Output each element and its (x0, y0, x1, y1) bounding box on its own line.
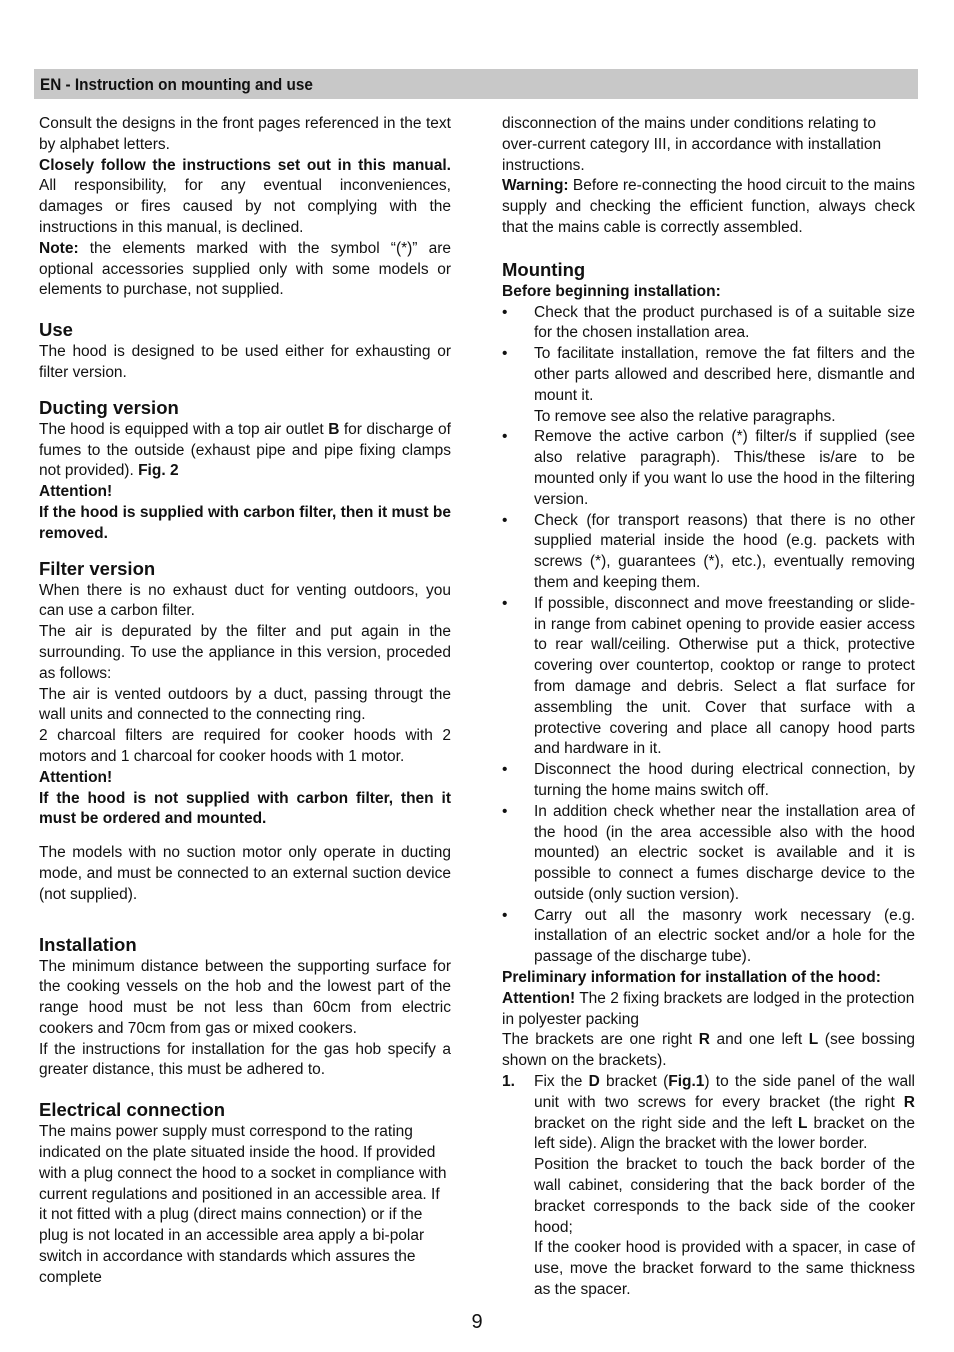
list-item: • Check that the product purchased is of a suitable size for the chosen installation area. (502, 303, 915, 345)
warning-label: Warning: (502, 177, 569, 195)
step-text: bracket on the right side and the left (534, 1114, 799, 1132)
intro-rest: All responsibility, for any eventual inconveniences, damages or fires caused by not complying with the instructions in this manual, is declined. (39, 177, 451, 236)
disconnection-paragraph: disconnection of the mains under conditions relating to over-current category III, in accordance with installation instructions. (502, 115, 882, 174)
warning-paragraph (502, 176, 915, 238)
list-item: • Disconnect the hood during electrical connection, by turning the home mains switch off. (502, 760, 915, 802)
bracket-d-label: D (588, 1073, 600, 1091)
bracket-r-label: R (903, 1093, 915, 1111)
ducting-text (39, 420, 451, 482)
ducting-heading: Ducting version (39, 396, 179, 418)
installation-paragraph: If the instructions for installation for the gas hob specify a greater distance, this must be adhered to. (39, 1040, 451, 1079)
brackets-text: (see bossing shown on the brackets). (502, 1031, 915, 1070)
list-item: • In addition check whether near the installation area of the hood (in the area accessible also with the hood mounted) an electric socket is available and it is possible to connect a fumes discharge device to the outside (only suction version). (502, 802, 915, 906)
note-paragraph (39, 239, 451, 301)
filter-paragraph: The air is vented outdoors by a duct, passing througt the wall units and connected to the connecting ring. (39, 685, 451, 724)
section-title: EN - Instruction on mounting and use (40, 75, 313, 94)
use-text: The hood is designed to be used either for exhausting or filter version. (39, 343, 451, 381)
intro-bold: Closely follow the instructions set out in this manual. (39, 156, 451, 174)
intro-paragraph: Consult the designs in the front pages referenced in the text by alphabet letters. (39, 115, 451, 153)
filter-paragraph: When there is no exhaust duct for venting outdoors, you can use a carbon filter. (39, 581, 451, 620)
outlet-b-label: B (328, 420, 340, 438)
fig-1-ref: Fig.1 (668, 1073, 705, 1091)
list-item: • Check (for transport reasons) that there is no other supplied material inside the hood (e.g. packets with screws (*), guarantees (*), etc.), eventually removing them and keeping them. (502, 511, 915, 594)
bracket-r-label: R (698, 1031, 710, 1049)
intro-instructions (39, 156, 451, 239)
attention-text: The 2 fixing brackets are lodged in the protection in polyester packing (502, 989, 915, 1028)
bracket-l-label: L (808, 1031, 819, 1049)
brackets-text: and one left (709, 1031, 809, 1049)
note-label: Note: (39, 239, 79, 257)
mounting-heading: Mounting (502, 258, 586, 280)
list-item-extra: To remove see also the relative paragraphs. (534, 407, 836, 425)
use-heading: Use (39, 319, 73, 341)
preliminary-attention (502, 989, 915, 1031)
step-number: 1. (502, 1073, 515, 1091)
brackets-text: The brackets are one right (502, 1031, 699, 1049)
page-number: 9 (471, 1311, 483, 1333)
step-1 (502, 1072, 915, 1301)
checklist (502, 303, 915, 969)
list-item (502, 344, 915, 427)
preliminary-heading: Preliminary information for installation of the hood: (502, 969, 881, 987)
ducting-attention: Attention! (39, 483, 113, 501)
step-text: Fix the (534, 1073, 589, 1091)
warning-text: Before re-connecting the hood circuit to the mains supply and checking the efficient function, always check that the mains cable is correctly assembled. (502, 177, 915, 236)
ducting-text-part: The hood is equipped with a top air outlet (39, 420, 329, 438)
list-item-text: To facilitate installation, remove the fat filters and the other parts allowed and described here, dismantle and mount it. (534, 345, 915, 404)
step-1-text (534, 1072, 915, 1155)
step-1-position: Position the bracket to touch the back border of the wall cabinet, considering that the back border of the bracket corresponds to the back side of the cooker hood; (534, 1156, 915, 1236)
step-text: bracket on the left side). Align the bracket with the lower border. (534, 1114, 915, 1153)
filter-heading: Filter version (39, 557, 156, 579)
fig-2-ref: Fig. 2 (138, 462, 179, 480)
attention-label: Attention! (502, 989, 576, 1007)
step-text: bracket ( (599, 1073, 669, 1091)
bracket-l-label: L (798, 1114, 808, 1132)
section-header-bar (34, 69, 918, 99)
electrical-heading: Electrical connection (39, 1099, 226, 1121)
ducting-warning: If the hood is supplied with carbon filter, then it must be removed. (39, 503, 451, 542)
step-text: ) to the side panel of the wall unit with two screws for every bracket (the right (534, 1073, 915, 1111)
list-item: • Carry out all the masonry work necessary (e.g. installation of an electric socket and/or a hole for the passage of the discharge tube). (502, 906, 915, 968)
filter-warning: If the hood is not supplied with carbon filter, then it must be ordered and mounted. (39, 789, 451, 828)
right-column (502, 114, 915, 1301)
left-column (39, 114, 451, 1289)
models-paragraph: The models with no suction motor only operate in ducting mode, and must be connected to an external suction device (not supplied). (39, 844, 451, 903)
list-item: • Remove the active carbon (*) filter/s if supplied (see also relative paragraph). This/these is/are to be mounted only if you want lo use the hood in the filtering version. (502, 427, 915, 510)
brackets-paragraph (502, 1030, 915, 1072)
step-1-spacer: If the cooker hood is provided with a spacer, in case of use, move the bracket forward to the same thickness as the spacer. (534, 1239, 915, 1299)
installation-heading: Installation (39, 933, 137, 955)
before-installation-heading: Before beginning installation: (502, 282, 721, 300)
list-item: • If possible, disconnect and move freestanding or slide-in range from cabinet opening to provide easier access to rear wall/ceiling. Otherwise put a thick, protective covering over countertop, cooktop or range to protect from damage and debris. Select a flat surface for assembling the unit. Cover that surface with a protective covering and place all canopy hood parts and hardware in it. (502, 594, 915, 760)
note-text: the elements marked with the symbol “(*)” are optional accessories supplied only with some models or elements to purchase, not supplied. (39, 239, 451, 299)
filter-attention: Attention! (39, 768, 113, 786)
electrical-paragraph: The mains power supply must correspond to the rating indicated on the plate situated inside the hood. If provided with a plug connect the hood to a socket in compliance with current regulations and positioned in an accessible area. If it not fitted with a plug (direct mains connection) or if the plug is not located in an accessible area apply a bi-polar switch in accordance with standards which assures the complete (39, 1123, 447, 1286)
filter-paragraph: The air is depurated by the filter and put again in the surrounding. To use the appliance in this version, proceded as follows: (39, 623, 451, 682)
installation-paragraph: The minimum distance between the supporting surface for the cooking vessels on the hob and the lowest part of the range hood must be not less than 60cm from electric cookers and 70cm from gas or mixed cookers. (39, 957, 451, 1037)
filter-paragraph: 2 charcoal filters are required for cooker hoods with 2 motors and 1 charcoal for cooker hoods with 1 motor. (39, 727, 451, 765)
ducting-text-part: for discharge of fumes to the outside (exhaust pipe and pipe fixing clamps not provided). (39, 420, 451, 480)
